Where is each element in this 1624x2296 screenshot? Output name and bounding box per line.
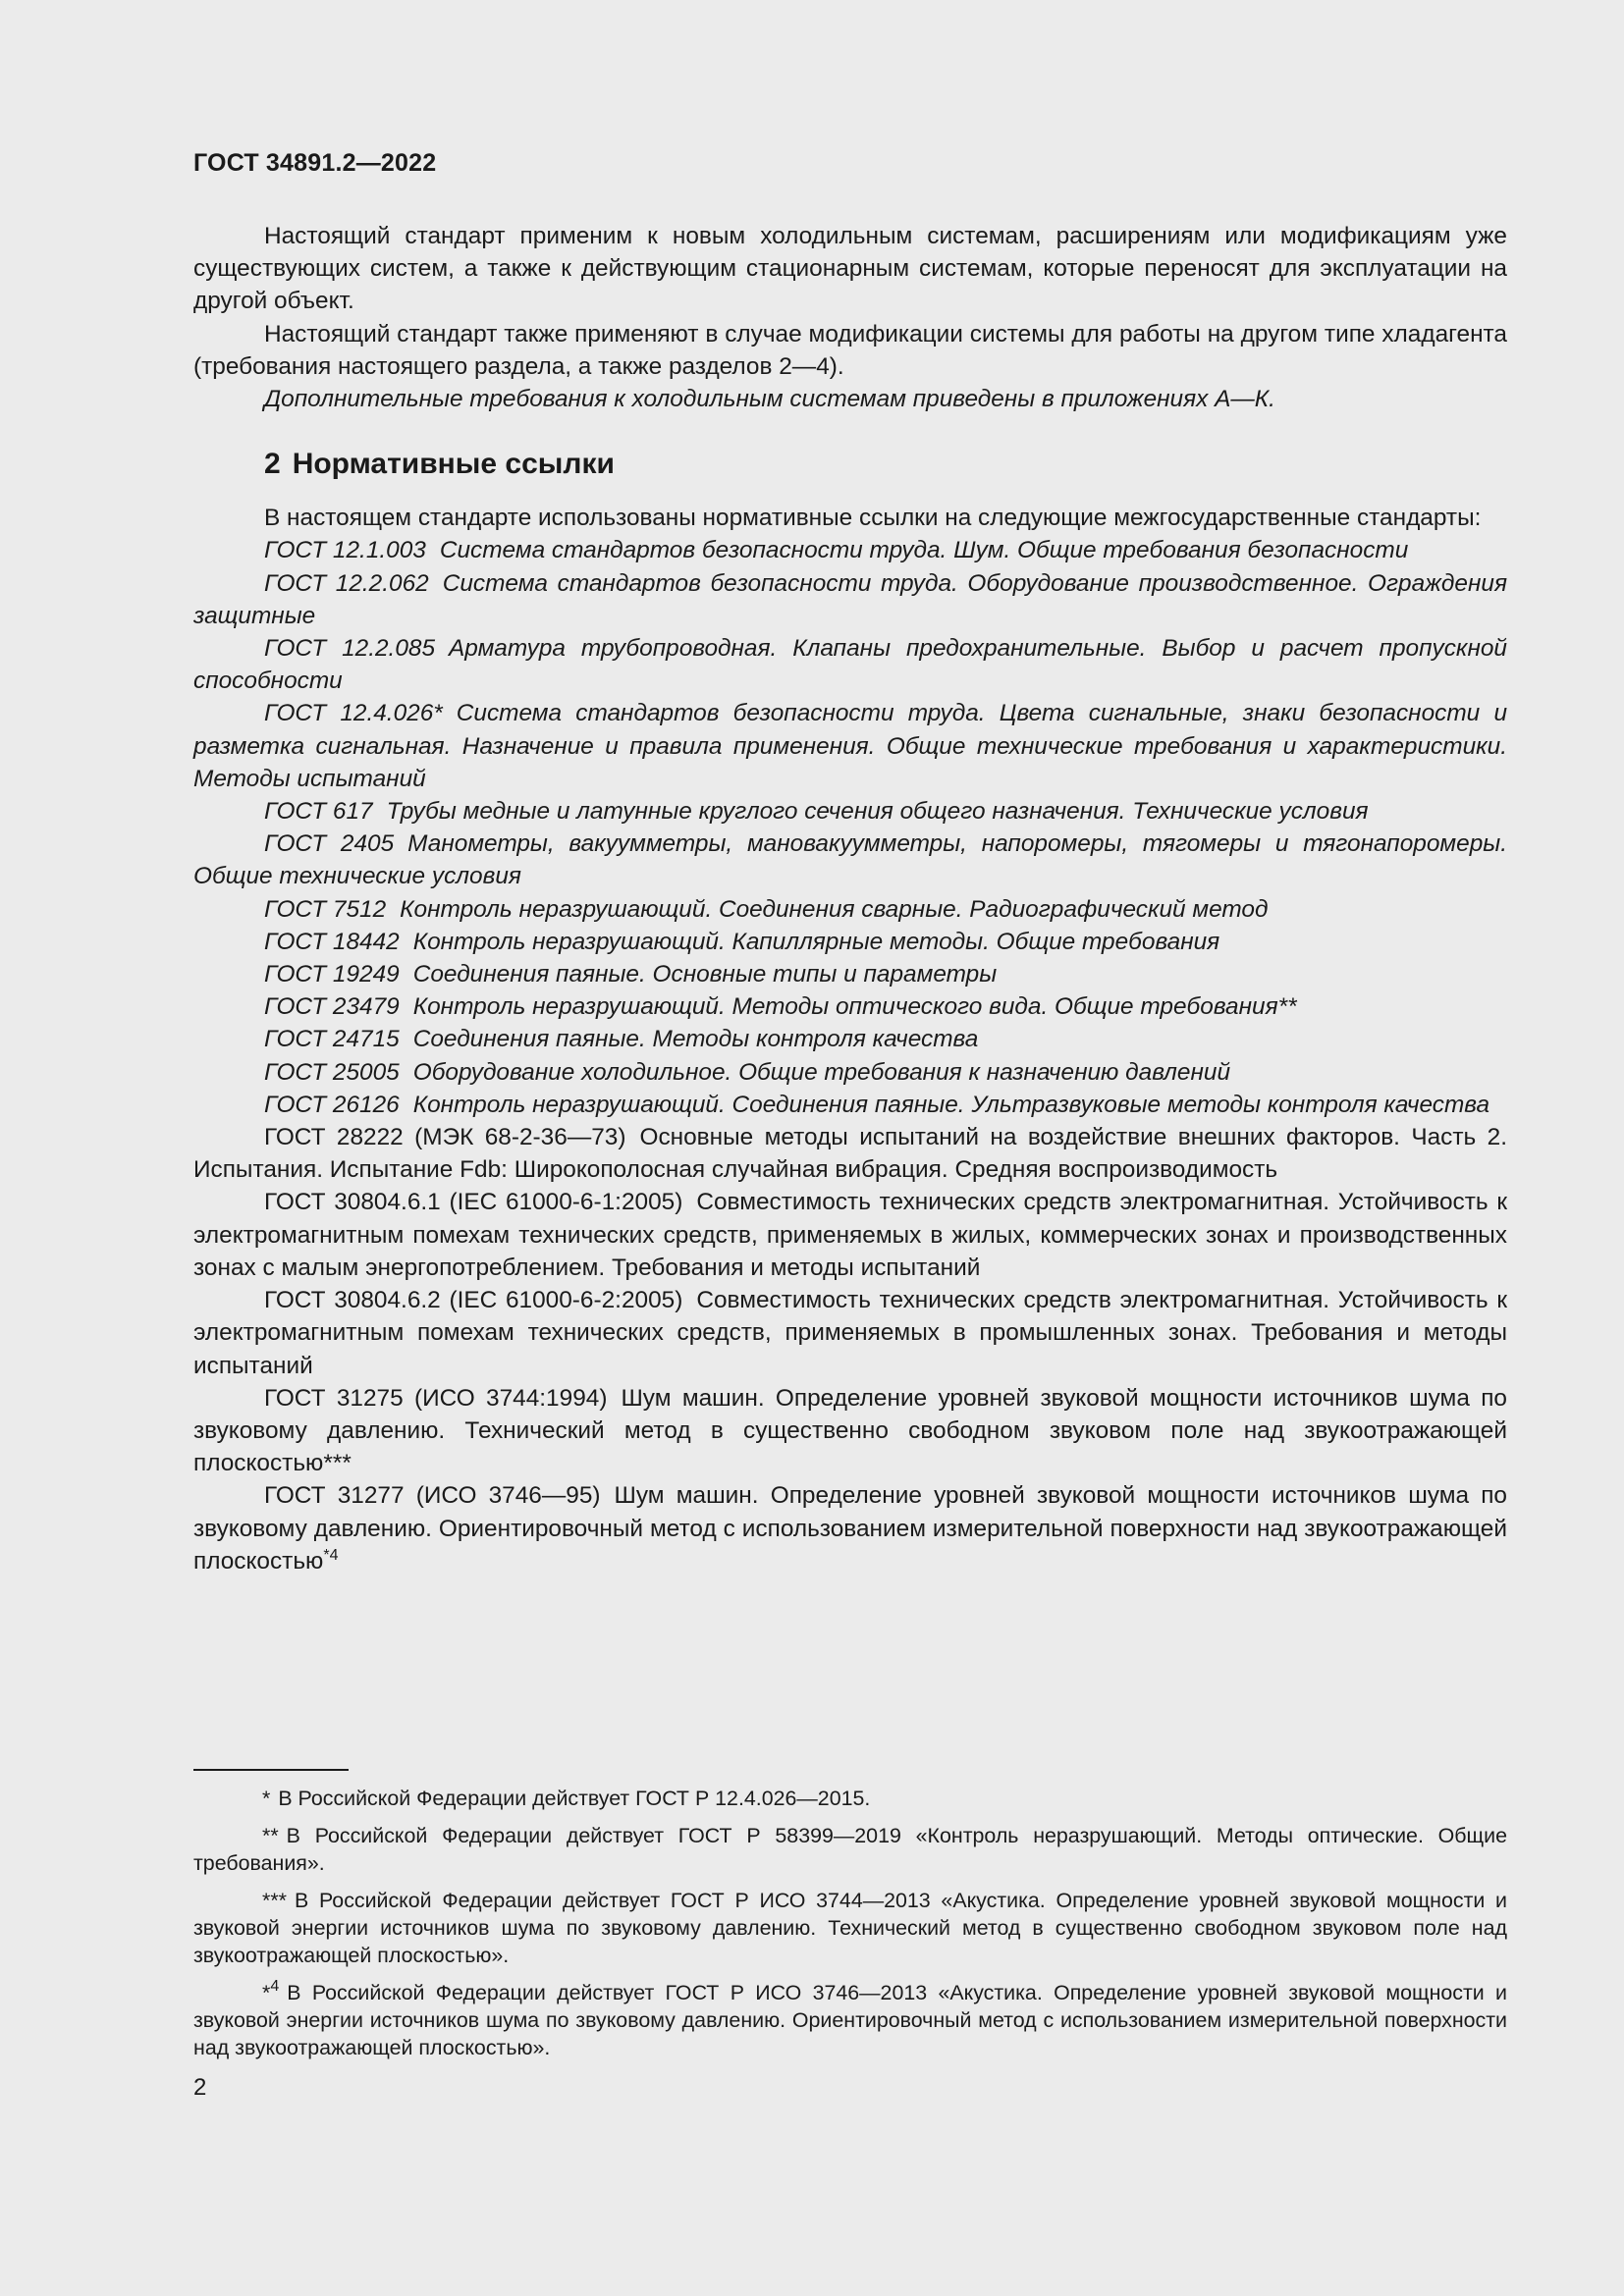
intro-paragraph: Настоящий стандарт также применяют в случае модификации системы для работы на другом типе хладагента (требования настоящего раздела, а также разделов 2—4).	[193, 320, 1507, 380]
reference-text: Контроль неразрушающий. Капиллярные методы. Общие требования	[412, 928, 1220, 955]
reference-item	[193, 828, 1507, 892]
reference-item	[193, 632, 1507, 697]
reference-code: ГОСТ 18442	[264, 928, 400, 955]
footnote-mark: **	[262, 1824, 279, 1847]
footnote-mark: ***	[262, 1889, 287, 1912]
reference-item	[193, 1056, 1507, 1089]
reference-code: ГОСТ 31275 (ИСО 3744:1994)	[264, 1384, 608, 1412]
reference-code: ГОСТ 12.4.026*	[264, 700, 443, 727]
reference-text: Трубы медные и латунные круглого сечения общего назначения. Технические условия	[386, 798, 1369, 826]
reference-code: ГОСТ 26126	[264, 1091, 400, 1118]
footnote	[193, 1822, 1507, 1877]
reference-item	[193, 990, 1507, 1023]
page-number: 2	[193, 2074, 207, 2101]
footnote	[193, 1979, 1507, 2061]
section-number: 2	[264, 448, 281, 481]
footnotes	[193, 1769, 1507, 2071]
footnote-text: В Российской Федерации действует ГОСТ Р ИСО 3746—2013 «Акустика. Определение уровней звуковой мощности и звуковой энергии источников шума по звуковому давлению. Ориентировочный метод с использованием измерительной поверхности над звукоотражающей плоскостью».	[193, 1981, 1507, 2059]
reference-code: ГОСТ 31277 (ИСО 3746—95)	[264, 1482, 601, 1510]
section-heading	[193, 445, 1507, 484]
reference-text: Основные методы испытаний на воздействие внешних факторов. Часть 2. Испытания. Испытание Fdb: Широкополосная случайная вибрация. Средняя воспроизводимость	[193, 1124, 1508, 1184]
reference-code: ГОСТ 617	[264, 798, 373, 826]
reference-text: Совместимость технических средств электромагнитная. Устойчивость к электромагнитным помехам технических средств, применяемых в промышленных зонах. Требования и методы испытаний	[193, 1287, 1507, 1379]
reference-code: ГОСТ 23479	[264, 993, 400, 1021]
footnote-divider	[193, 1769, 349, 1771]
reference-code: ГОСТ 30804.6.1 (IEC 61000-6-1:2005)	[264, 1189, 683, 1216]
reference-text: Контроль неразрушающий. Соединения паяные. Ультразвуковые методы контроля качества	[412, 1091, 1490, 1118]
reference-item	[193, 534, 1507, 566]
document-header: ГОСТ 34891.2—2022	[193, 149, 437, 177]
reference-code: ГОСТ 12.2.062	[264, 569, 429, 597]
reference-text: Контроль неразрушающий. Соединения сварные. Радиографический метод	[400, 895, 1269, 923]
reference-code: ГОСТ 25005	[264, 1058, 400, 1086]
reference-text: Система стандартов безопасности труда. Оборудование производственное. Ограждения защитные	[193, 569, 1507, 629]
reference-text: Соединения паяные. Методы контроля качества	[412, 1026, 979, 1053]
reference-code: ГОСТ 2405	[264, 830, 395, 858]
reference-item	[193, 1186, 1507, 1284]
reference-text: Шум машин. Определение уровней звуковой мощности источников шума по звуковому давлению. Технический метод в существенно свободном звуковом поле над звукоотражающей плоскостью***	[193, 1384, 1507, 1477]
footnote-marker: *4	[323, 1546, 339, 1564]
footnote	[193, 1785, 1507, 1812]
footnote-mark-superscript: 4	[270, 1978, 280, 1995]
intro-paragraph: Настоящий стандарт применим к новым холодильным системам, расширениям или модификациям уже существующих систем, а также к действующим стационарным системам, которые переносят для эксплуатации на другой объект.	[193, 223, 1507, 315]
reference-code: ГОСТ 19249	[264, 961, 400, 988]
intro-paragraph-italic: Дополнительные требования к холодильным системам приведены в приложениях А—К.	[264, 386, 1275, 413]
reference-item	[193, 893, 1507, 926]
reference-text: Система стандартов безопасности труда. Шум. Общие требования безопасности	[439, 537, 1409, 564]
reference-code: ГОСТ 30804.6.2 (IEC 61000-6-2:2005)	[264, 1287, 683, 1314]
reference-text: Арматура трубопроводная. Клапаны предохранительные. Выбор и расчет пропускной способности	[193, 635, 1507, 695]
footnote-text: В Российской Федерации действует ГОСТ Р 58399—2019 «Контроль неразрушающий. Методы оптические. Общие требования».	[193, 1824, 1507, 1875]
reference-item	[193, 795, 1507, 828]
reference-text: Оборудование холодильное. Общие требования к назначению давлений	[412, 1058, 1231, 1086]
reference-text: Соединения паяные. Основные типы и параметры	[412, 961, 998, 988]
reference-code: ГОСТ 12.1.003	[264, 537, 426, 564]
footnote-mark: *$^4$	[262, 1978, 280, 2004]
reference-item	[193, 1284, 1507, 1382]
body-text	[193, 220, 1507, 1577]
reference-code: ГОСТ 24715	[264, 1026, 400, 1053]
reference-code: ГОСТ 12.2.085	[264, 635, 436, 663]
reference-item	[193, 1382, 1507, 1480]
reference-item	[193, 697, 1507, 795]
reference-item	[193, 567, 1507, 632]
reference-item	[193, 1479, 1507, 1577]
footnote-text: В Российской Федерации действует ГОСТ Р ИСО 3744—2013 «Акустика. Определение уровней звуковой мощности и звуковой энергии источников шума по звуковому давлению. Технический метод в существенно свободном звуковом поле над звукоотражающей плоскостью».	[193, 1889, 1507, 1967]
reference-text: Совместимость технических средств электромагнитная. Устойчивость к электромагнитным помехам технических средств, применяемых в жилых, коммерческих зонах и производственных зонах с малым энергопотреблением. Требования и методы испытаний	[193, 1189, 1507, 1281]
reference-text: Манометры, вакуумметры, мановакуумметры, напоромеры, тягомеры и тягонапоромеры. Общие технические условия	[193, 830, 1507, 890]
reference-item	[193, 958, 1507, 990]
footnote-text: В Российской Федерации действует ГОСТ Р 12.4.026—2015.	[278, 1787, 871, 1810]
reference-text: Контроль неразрушающий. Методы оптического вида. Общие требования**	[412, 993, 1297, 1021]
reference-item	[193, 1023, 1507, 1055]
reference-text: Шум машин. Определение уровней звуковой мощности источников шума по звуковому давлению. Ориентировочный метод с использованием измерительной поверхности над звукоотражающей плоскостью	[193, 1482, 1507, 1575]
footnote	[193, 1887, 1507, 1969]
reference-item	[193, 926, 1507, 958]
section-title: Нормативные ссылки	[292, 448, 615, 481]
reference-item	[193, 1121, 1507, 1186]
reference-code: ГОСТ 28222 (МЭК 68-2-36—73)	[264, 1124, 626, 1151]
reference-code: ГОСТ 7512	[264, 895, 387, 923]
reference-item	[193, 1089, 1507, 1121]
footnote-mark: *	[262, 1787, 271, 1810]
section-lead: В настоящем стандарте использованы нормативные ссылки на следующие межгосударственные стандарты:	[264, 505, 1482, 532]
reference-text: Система стандартов безопасности труда. Цвета сигнальные, знаки безопасности и разметка сигнальная. Назначение и правила применения. Общие технические требования и характеристики. Методы испытаний	[193, 700, 1508, 792]
